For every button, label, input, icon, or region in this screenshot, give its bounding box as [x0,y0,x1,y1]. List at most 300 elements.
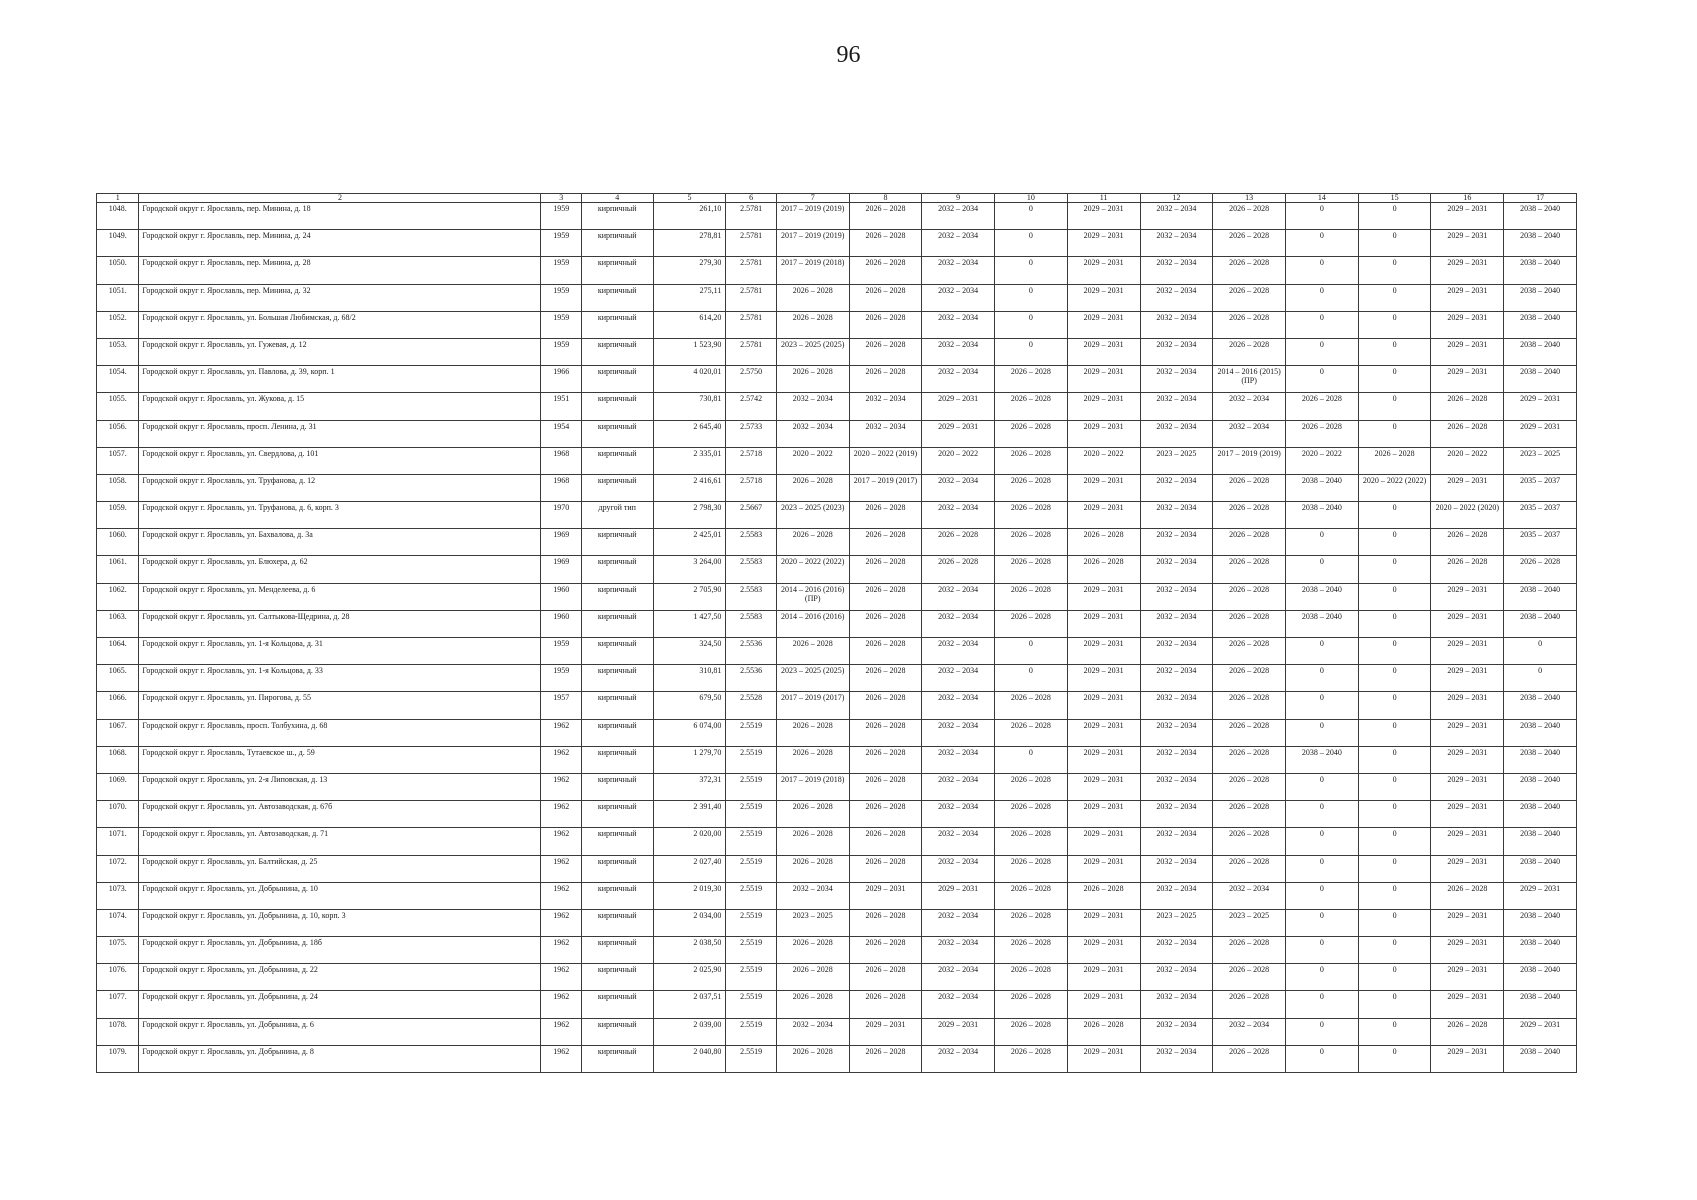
table-row [97,692,1577,719]
wall-material: кирпичный [581,338,653,365]
period-col-9: 2032 – 2034 [922,855,995,882]
period-col-10: 0 [995,284,1068,311]
period-col-9: 2032 – 2034 [922,311,995,338]
wall-material: кирпичный [581,909,653,936]
area: 2 040,80 [653,1045,726,1072]
column-number-row [97,194,1577,203]
period-col-12: 2032 – 2034 [1140,719,1213,746]
row-number: 1062. [97,583,139,610]
table-row [97,556,1577,583]
address: Городской округ г. Ярославль, ул. Пирогова, д. 55 [139,692,541,719]
period-col-12: 2032 – 2034 [1140,583,1213,610]
table-row [97,420,1577,447]
period-col-17: 2038 – 2040 [1504,1045,1577,1072]
period-col-7: 2026 – 2028 [776,284,849,311]
coefficient: 2.5519 [726,719,777,746]
period-col-8: 2026 – 2028 [849,203,922,230]
period-col-17: 2038 – 2040 [1504,230,1577,257]
area: 4 020,01 [653,366,726,393]
table-body [97,203,1577,1073]
build-year: 1962 [541,719,581,746]
period-col-15: 0 [1358,937,1431,964]
period-col-11: 2029 – 2031 [1067,230,1140,257]
coefficient: 2.5583 [726,529,777,556]
period-col-15: 0 [1358,230,1431,257]
period-col-11: 2029 – 2031 [1067,801,1140,828]
period-col-16: 2029 – 2031 [1431,855,1504,882]
wall-material: кирпичный [581,583,653,610]
row-number: 1057. [97,447,139,474]
period-col-13: 2026 – 2028 [1213,773,1286,800]
period-col-17: 2038 – 2040 [1504,828,1577,855]
address: Городской округ г. Ярославль, пер. Минина, д. 18 [139,203,541,230]
build-year: 1954 [541,420,581,447]
period-col-13: 2026 – 2028 [1213,665,1286,692]
table-row [97,203,1577,230]
period-col-13: 2026 – 2028 [1213,284,1286,311]
period-col-10: 2026 – 2028 [995,773,1068,800]
address: Городской округ г. Ярославль, пер. Минина, д. 28 [139,257,541,284]
build-year: 1959 [541,284,581,311]
period-col-12: 2032 – 2034 [1140,638,1213,665]
wall-material: кирпичный [581,474,653,501]
period-col-14: 2038 – 2040 [1285,474,1358,501]
table-row [97,665,1577,692]
address: Городской округ г. Ярославль, ул. Большая Любимская, д. 68/2 [139,311,541,338]
period-col-7: 2026 – 2028 [776,529,849,556]
area: 2 019,30 [653,882,726,909]
period-col-10: 2026 – 2028 [995,937,1068,964]
period-col-8: 2026 – 2028 [849,638,922,665]
address: Городской округ г. Ярославль, ул. Павлова, д. 39, корп. 1 [139,366,541,393]
address: Городской округ г. Ярославль, ул. Добрынина, д. 22 [139,964,541,991]
build-year: 1959 [541,203,581,230]
period-col-10: 2026 – 2028 [995,801,1068,828]
wall-material: кирпичный [581,257,653,284]
page-number: 96 [836,42,861,68]
period-col-17: 2038 – 2040 [1504,203,1577,230]
period-col-16: 2029 – 2031 [1431,257,1504,284]
build-year: 1962 [541,828,581,855]
period-col-17: 2038 – 2040 [1504,719,1577,746]
period-col-9: 2032 – 2034 [922,909,995,936]
row-number: 1072. [97,855,139,882]
coefficient: 2.5781 [726,203,777,230]
area: 275,11 [653,284,726,311]
area: 261,10 [653,203,726,230]
table-row [97,828,1577,855]
table-row [97,474,1577,501]
period-col-17: 2038 – 2040 [1504,991,1577,1018]
period-col-14: 2038 – 2040 [1285,610,1358,637]
wall-material: кирпичный [581,311,653,338]
period-col-17: 2038 – 2040 [1504,366,1577,393]
period-col-7: 2023 – 2025 [776,909,849,936]
column-number: 16 [1431,194,1504,203]
period-col-15: 0 [1358,311,1431,338]
wall-material: кирпичный [581,203,653,230]
period-col-9: 2029 – 2031 [922,1018,995,1045]
period-col-16: 2029 – 2031 [1431,828,1504,855]
period-col-14: 0 [1285,801,1358,828]
period-col-7: 2026 – 2028 [776,1045,849,1072]
coefficient: 2.5528 [726,692,777,719]
wall-material: кирпичный [581,447,653,474]
wall-material: кирпичный [581,692,653,719]
period-col-11: 2029 – 2031 [1067,719,1140,746]
period-col-10: 2026 – 2028 [995,855,1068,882]
build-year: 1968 [541,474,581,501]
wall-material: кирпичный [581,964,653,991]
column-number: 7 [776,194,849,203]
build-year: 1959 [541,338,581,365]
row-number: 1067. [97,719,139,746]
table-row [97,638,1577,665]
period-col-16: 2026 – 2028 [1431,529,1504,556]
wall-material: кирпичный [581,801,653,828]
period-col-14: 0 [1285,937,1358,964]
period-col-16: 2029 – 2031 [1431,366,1504,393]
period-col-7: 2026 – 2028 [776,828,849,855]
period-col-17: 2038 – 2040 [1504,338,1577,365]
table-row [97,964,1577,991]
period-col-17: 2038 – 2040 [1504,692,1577,719]
period-col-15: 0 [1358,338,1431,365]
period-col-15: 0 [1358,393,1431,420]
row-number: 1063. [97,610,139,637]
wall-material: кирпичный [581,828,653,855]
wall-material: кирпичный [581,665,653,692]
coefficient: 2.5519 [726,1045,777,1072]
row-number: 1073. [97,882,139,909]
column-number: 15 [1358,194,1431,203]
period-col-14: 0 [1285,1045,1358,1072]
period-col-12: 2032 – 2034 [1140,257,1213,284]
period-col-9: 2032 – 2034 [922,583,995,610]
wall-material: кирпичный [581,638,653,665]
period-col-11: 2029 – 2031 [1067,203,1140,230]
build-year: 1957 [541,692,581,719]
period-col-11: 2029 – 2031 [1067,474,1140,501]
build-year: 1962 [541,882,581,909]
period-col-14: 2020 – 2022 [1285,447,1358,474]
column-number: 1 [97,194,139,203]
address: Городской округ г. Ярославль, ул. Жукова, д. 15 [139,393,541,420]
table-row [97,719,1577,746]
period-col-16: 2029 – 2031 [1431,1045,1504,1072]
period-col-15: 2020 – 2022 (2022) [1358,474,1431,501]
period-col-14: 2038 – 2040 [1285,583,1358,610]
period-col-15: 0 [1358,529,1431,556]
period-col-12: 2032 – 2034 [1140,529,1213,556]
period-col-9: 2032 – 2034 [922,610,995,637]
period-col-7: 2026 – 2028 [776,855,849,882]
coefficient: 2.5781 [726,338,777,365]
period-col-10: 2026 – 2028 [995,719,1068,746]
table-row [97,937,1577,964]
period-col-12: 2032 – 2034 [1140,1018,1213,1045]
wall-material: кирпичный [581,529,653,556]
coefficient: 2.5519 [726,991,777,1018]
row-number: 1075. [97,937,139,964]
period-col-8: 2026 – 2028 [849,746,922,773]
period-col-7: 2023 – 2025 (2023) [776,502,849,529]
area: 2 391,40 [653,801,726,828]
period-col-12: 2032 – 2034 [1140,937,1213,964]
period-col-10: 2026 – 2028 [995,583,1068,610]
period-col-8: 2026 – 2028 [849,257,922,284]
period-col-8: 2032 – 2034 [849,393,922,420]
period-col-11: 2029 – 2031 [1067,909,1140,936]
build-year: 1959 [541,638,581,665]
period-col-9: 2032 – 2034 [922,991,995,1018]
period-col-7: 2017 – 2019 (2017) [776,692,849,719]
coefficient: 2.5519 [726,773,777,800]
period-col-8: 2026 – 2028 [849,366,922,393]
period-col-16: 2029 – 2031 [1431,909,1504,936]
table-row [97,338,1577,365]
address: Городской округ г. Ярославль, ул. Автозаводская, д. 67б [139,801,541,828]
period-col-9: 2032 – 2034 [922,692,995,719]
period-col-16: 2026 – 2028 [1431,556,1504,583]
period-col-13: 2017 – 2019 (2019) [1213,447,1286,474]
coefficient: 2.5519 [726,882,777,909]
period-col-11: 2029 – 2031 [1067,583,1140,610]
address: Городской округ г. Ярославль, ул. 1-я Кольцова, д. 31 [139,638,541,665]
address: Городской округ г. Ярославль, ул. Салтыкова-Щедрина, д. 28 [139,610,541,637]
period-col-9: 2032 – 2034 [922,638,995,665]
period-col-16: 2029 – 2031 [1431,284,1504,311]
period-col-16: 2029 – 2031 [1431,964,1504,991]
period-col-14: 2026 – 2028 [1285,420,1358,447]
period-col-9: 2032 – 2034 [922,719,995,746]
build-year: 1962 [541,937,581,964]
coefficient: 2.5742 [726,393,777,420]
period-col-16: 2029 – 2031 [1431,638,1504,665]
period-col-15: 0 [1358,366,1431,393]
wall-material: кирпичный [581,1045,653,1072]
period-col-13: 2026 – 2028 [1213,692,1286,719]
period-col-8: 2026 – 2028 [849,855,922,882]
period-col-16: 2020 – 2022 [1431,447,1504,474]
coefficient: 2.5519 [726,828,777,855]
period-col-16: 2029 – 2031 [1431,474,1504,501]
period-col-13: 2026 – 2028 [1213,610,1286,637]
table-row [97,773,1577,800]
period-col-10: 0 [995,746,1068,773]
period-col-7: 2020 – 2022 (2022) [776,556,849,583]
build-year: 1962 [541,1018,581,1045]
period-col-13: 2026 – 2028 [1213,746,1286,773]
build-year: 1966 [541,366,581,393]
period-col-11: 2029 – 2031 [1067,991,1140,1018]
period-col-14: 0 [1285,203,1358,230]
period-col-10: 2026 – 2028 [995,393,1068,420]
period-col-11: 2029 – 2031 [1067,393,1140,420]
coefficient: 2.5519 [726,909,777,936]
period-col-9: 2029 – 2031 [922,420,995,447]
period-col-16: 2026 – 2028 [1431,393,1504,420]
period-col-14: 2026 – 2028 [1285,393,1358,420]
period-col-14: 0 [1285,311,1358,338]
period-col-8: 2026 – 2028 [849,1045,922,1072]
period-col-17: 0 [1504,665,1577,692]
row-number: 1055. [97,393,139,420]
period-col-10: 2026 – 2028 [995,556,1068,583]
build-year: 1962 [541,964,581,991]
period-col-17: 2038 – 2040 [1504,937,1577,964]
period-col-16: 2029 – 2031 [1431,583,1504,610]
period-col-17: 2029 – 2031 [1504,882,1577,909]
period-col-9: 2029 – 2031 [922,882,995,909]
period-col-9: 2032 – 2034 [922,474,995,501]
column-number: 8 [849,194,922,203]
address: Городской округ г. Ярославль, ул. Автозаводская, д. 71 [139,828,541,855]
address: Городской округ г. Ярославль, ул. Бахвалова, д. 3а [139,529,541,556]
period-col-9: 2032 – 2034 [922,828,995,855]
column-number: 13 [1213,194,1286,203]
wall-material: кирпичный [581,420,653,447]
coefficient: 2.5583 [726,583,777,610]
coefficient: 2.5718 [726,474,777,501]
period-col-11: 2029 – 2031 [1067,828,1140,855]
period-col-8: 2026 – 2028 [849,610,922,637]
period-col-13: 2026 – 2028 [1213,719,1286,746]
area: 2 025,90 [653,964,726,991]
period-col-16: 2029 – 2031 [1431,203,1504,230]
period-col-10: 2026 – 2028 [995,529,1068,556]
period-col-12: 2032 – 2034 [1140,311,1213,338]
period-col-11: 2029 – 2031 [1067,610,1140,637]
row-number: 1056. [97,420,139,447]
period-col-11: 2026 – 2028 [1067,556,1140,583]
period-col-12: 2032 – 2034 [1140,692,1213,719]
period-col-13: 2026 – 2028 [1213,991,1286,1018]
period-col-12: 2032 – 2034 [1140,284,1213,311]
period-col-9: 2020 – 2022 [922,447,995,474]
coefficient: 2.5781 [726,230,777,257]
period-col-10: 0 [995,638,1068,665]
period-col-13: 2014 – 2016 (2015) (ПР) [1213,366,1286,393]
table-row [97,1045,1577,1072]
build-year: 1970 [541,502,581,529]
period-col-17: 2026 – 2028 [1504,556,1577,583]
period-col-14: 0 [1285,366,1358,393]
coefficient: 2.5733 [726,420,777,447]
address: Городской округ г. Ярославль, ул. Добрынина, д. 24 [139,991,541,1018]
area: 2 335,01 [653,447,726,474]
period-col-13: 2023 – 2025 [1213,909,1286,936]
period-col-15: 0 [1358,203,1431,230]
wall-material: кирпичный [581,746,653,773]
row-number: 1049. [97,230,139,257]
period-col-11: 2029 – 2031 [1067,284,1140,311]
coefficient: 2.5519 [726,746,777,773]
row-number: 1054. [97,366,139,393]
table-row [97,909,1577,936]
row-number: 1065. [97,665,139,692]
table-row [97,257,1577,284]
period-col-9: 2032 – 2034 [922,502,995,529]
coefficient: 2.5519 [726,1018,777,1045]
period-col-7: 2026 – 2028 [776,311,849,338]
area: 1 427,50 [653,610,726,637]
period-col-11: 2029 – 2031 [1067,311,1140,338]
period-col-10: 2026 – 2028 [995,692,1068,719]
period-col-13: 2032 – 2034 [1213,882,1286,909]
period-col-17: 0 [1504,638,1577,665]
period-col-17: 2038 – 2040 [1504,855,1577,882]
row-number: 1070. [97,801,139,828]
period-col-10: 2026 – 2028 [995,502,1068,529]
row-number: 1051. [97,284,139,311]
address: Городской округ г. Ярославль, ул. Добрынина, д. 10, корп. 3 [139,909,541,936]
address: Городской округ г. Ярославль, ул. Свердлова, д. 101 [139,447,541,474]
period-col-13: 2026 – 2028 [1213,964,1286,991]
period-col-8: 2026 – 2028 [849,692,922,719]
period-col-17: 2038 – 2040 [1504,746,1577,773]
period-col-13: 2026 – 2028 [1213,638,1286,665]
period-col-12: 2032 – 2034 [1140,855,1213,882]
period-col-10: 2026 – 2028 [995,991,1068,1018]
period-col-14: 0 [1285,638,1358,665]
row-number: 1079. [97,1045,139,1072]
build-year: 1962 [541,855,581,882]
period-col-14: 0 [1285,719,1358,746]
table-row [97,311,1577,338]
period-col-12: 2032 – 2034 [1140,474,1213,501]
period-col-15: 0 [1358,1045,1431,1072]
period-col-17: 2038 – 2040 [1504,610,1577,637]
period-col-10: 2026 – 2028 [995,1018,1068,1045]
area: 279,30 [653,257,726,284]
address: Городской округ г. Ярославль, ул. Добрынина, д. 8 [139,1045,541,1072]
period-col-9: 2032 – 2034 [922,964,995,991]
period-col-12: 2032 – 2034 [1140,393,1213,420]
period-col-10: 2026 – 2028 [995,882,1068,909]
period-col-10: 0 [995,230,1068,257]
period-col-11: 2029 – 2031 [1067,937,1140,964]
period-col-13: 2026 – 2028 [1213,311,1286,338]
build-year: 1962 [541,1045,581,1072]
period-col-13: 2032 – 2034 [1213,393,1286,420]
address: Городской округ г. Ярославль, ул. Добрынина, д. 18б [139,937,541,964]
period-col-7: 2026 – 2028 [776,937,849,964]
period-col-8: 2026 – 2028 [849,529,922,556]
column-number: 10 [995,194,1068,203]
period-col-14: 0 [1285,909,1358,936]
address: Городской округ г. Ярославль, ул. Гужевая, д. 12 [139,338,541,365]
period-col-13: 2026 – 2028 [1213,855,1286,882]
period-col-12: 2032 – 2034 [1140,991,1213,1018]
area: 2 038,50 [653,937,726,964]
build-year: 1969 [541,556,581,583]
period-col-17: 2035 – 2037 [1504,474,1577,501]
period-col-17: 2038 – 2040 [1504,284,1577,311]
period-col-8: 2017 – 2019 (2017) [849,474,922,501]
period-col-10: 2026 – 2028 [995,447,1068,474]
period-col-10: 2026 – 2028 [995,964,1068,991]
period-col-9: 2032 – 2034 [922,937,995,964]
table-row [97,284,1577,311]
area: 2 416,61 [653,474,726,501]
table-row [97,366,1577,393]
period-col-12: 2032 – 2034 [1140,1045,1213,1072]
period-col-14: 0 [1285,855,1358,882]
build-year: 1960 [541,583,581,610]
period-col-14: 0 [1285,284,1358,311]
wall-material: кирпичный [581,882,653,909]
